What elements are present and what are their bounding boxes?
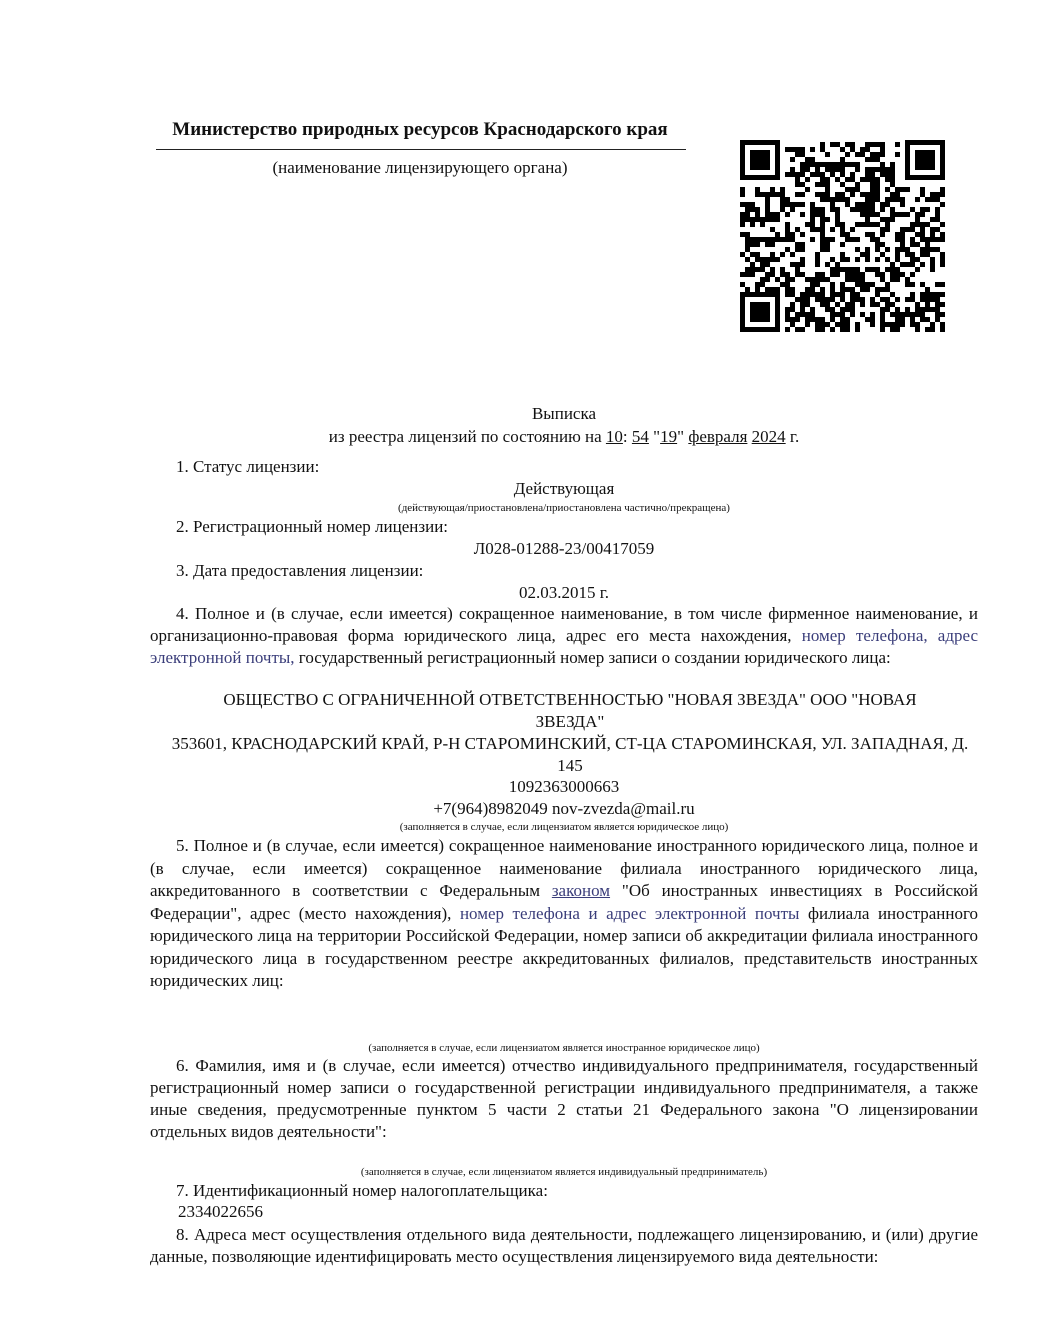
item5-part3: филиала иностранного юридического лица на территории Российской Федерации, номер записи об аккредитации филиала иностранного юридического лица в государственном реестре аккредитованных филиалов, представительств иностранных юридических лиц: [150,903,979,990]
status-value: Действующая [513,479,615,498]
extract-day: 19 [660,427,678,446]
item8-text: 8. Адреса мест осуществления отдельного вида деятельности, подлежащего лицензированию, и (или) другие данные, позволяющие идентифицировать место осуществления лицензируемого вида деятельности: [150,1225,978,1266]
item5-contacts-note: номер телефона и адрес электронной почты [459,903,800,923]
extract-title: Выписка [531,404,597,423]
extract-subtitle: из реестра лицензий по состоянию на 10: 54 "19" февраля 2024 г. [328,427,800,446]
extract-year-suffix: г. [789,427,800,446]
org-ogrn: 1092363000663 [508,777,620,796]
inn-label: 7. Идентификационный номер налогоплательщика: [176,1181,548,1200]
reg-number-value: Л028-01288-23/00417059 [473,539,655,558]
inn-value: 2334022656 [178,1202,263,1221]
item4-part2: государственный регистрационный номер записи о создании юридического лица: [298,648,891,667]
org-address: 353601, КРАСНОДАРСКИЙ КРАЙ, Р-Н СТАРОМИНСКИЙ, СТ-ЦА СТАРОМИНСКАЯ, УЛ. ЗАПАДНАЯ, Д. 145 [171,734,969,775]
item5-text [150,835,978,993]
item6-hint: (заполняется в случае, если лицензиатом является индивидуальный предприниматель) [360,1166,768,1178]
qr-code-icon [740,140,945,332]
status-label: 1. Статус лицензии: [176,457,320,476]
licensing-authority-block [150,115,690,178]
reg-number-label: 2. Регистрационный номер лицензии: [176,517,449,536]
license-date-label: 3. Дата предоставления лицензии: [176,561,424,580]
extract-hour: 10 [605,427,623,446]
item4-contacts-note: номер телефона, адрес электронной почты, [150,626,979,667]
extract-minute: 54 [631,427,649,446]
item5-hint: (заполняется в случае, если лицензиатом является иностранное юридическое лицо) [368,1042,760,1054]
federal-law-link[interactable]: законом [551,881,611,900]
extract-month: февраля [688,427,748,446]
org-full-name: ОБЩЕСТВО С ОГРАНИЧЕННОЙ ОТВЕТСТВЕННОСТЬЮ "НОВАЯ ЗВЕЗДА" ООО "НОВАЯ ЗВЕЗДА" [223,690,917,731]
item5-part2: "Об иностранных инвестициях в Российской Федерации", адрес (место нахождения), [150,881,978,923]
item5-part1: 5. Полное и (в случае, если имеется) сокращенное наименование иностранного юридического лица, полное и (в случае, если имеется) сокращенное наименование филиала иностранного юридического лица, аккредитованного в соответствии с Федеральным [150,836,978,900]
item6-text: 6. Фамилия, имя и (в случае, если имеется) отчество индивидуального предпринимателя, государственный регистрационный номер записи о государственной регистрации индивидуального предпринимателя, а также иные сведения, предусмотренные пунктом 5 части 2 статьи 21 Федерального закона "О лицензировании отдельных видов деятельности": [150,1056,978,1141]
status-hint: (действующая/приостановлена/приостановлена частично/прекращена) [398,502,730,514]
licensing-authority-name: Министерство природных ресурсов Краснодарского края [172,119,668,140]
item4-text [150,603,978,669]
license-date-value: 02.03.2015 г. [518,583,610,602]
item4-part1: 4. Полное и (в случае, если имеется) сокращенное наименование, в том числе фирменное наименование, и организационно-правовая форма юридического лица, адрес его места нахождения, [150,604,978,645]
signature-line [156,149,686,150]
licensing-authority-caption: (наименование лицензирующего органа) [272,158,568,177]
extract-subtitle-prefix: из реестра лицензий по состоянию на [328,427,602,446]
org-contacts: +7(964)8982049 nov-zvezda@mail.ru [433,799,695,818]
item4-hint: (заполняется в случае, если лицензиатом является юридическое лицо) [399,821,729,833]
extract-year: 2024 [751,427,786,446]
